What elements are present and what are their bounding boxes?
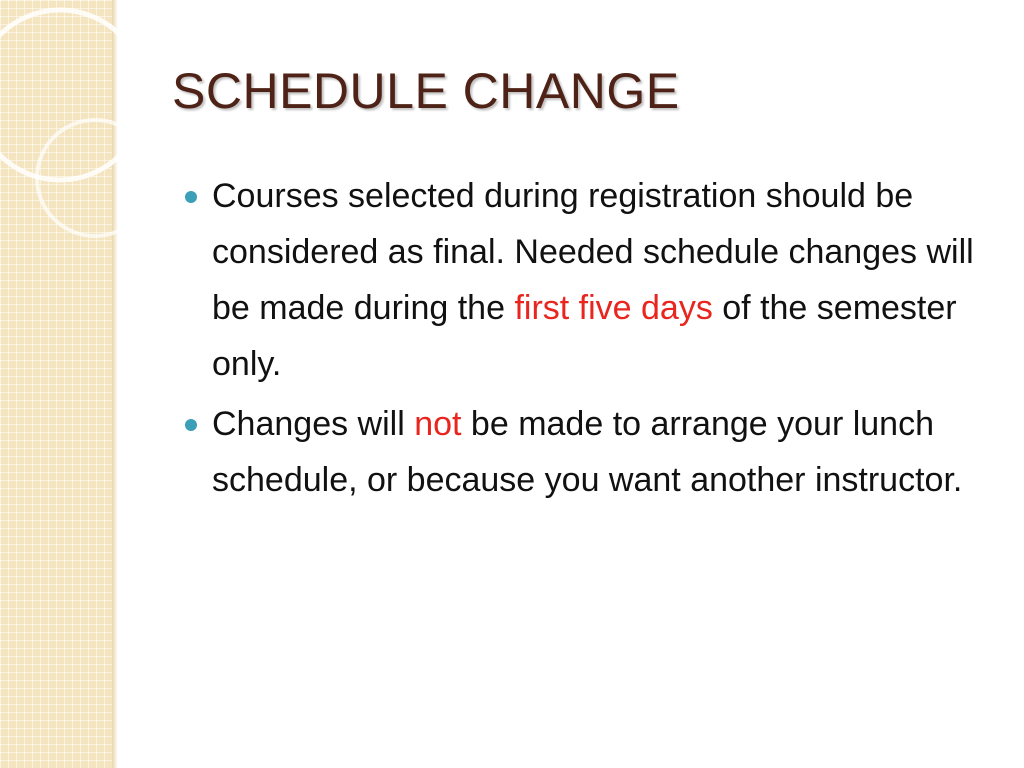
bullet-text: Changes will xyxy=(212,405,415,443)
bullet-text: Courses selected during registration should be considered as final. Needed schedule changes will be made during the xyxy=(212,177,974,327)
bullet-text: be made to arrange your lunch schedule, or because you want another instructor. xyxy=(212,405,963,499)
decorative-rings xyxy=(0,0,140,260)
bullet-highlight-text: not xyxy=(414,405,462,443)
bullet-highlight-text: first five days xyxy=(514,289,713,327)
bullet-text: of the semester only. xyxy=(212,289,957,383)
bullet-item xyxy=(185,168,995,392)
bullet-dot-icon xyxy=(185,191,197,203)
bullet-item xyxy=(185,396,995,508)
decorative-ring-outer xyxy=(0,10,140,180)
slide-title: SCHEDULE CHANGE xyxy=(172,63,680,119)
bullet-dot-icon xyxy=(185,419,197,431)
bullet-list xyxy=(185,168,995,512)
